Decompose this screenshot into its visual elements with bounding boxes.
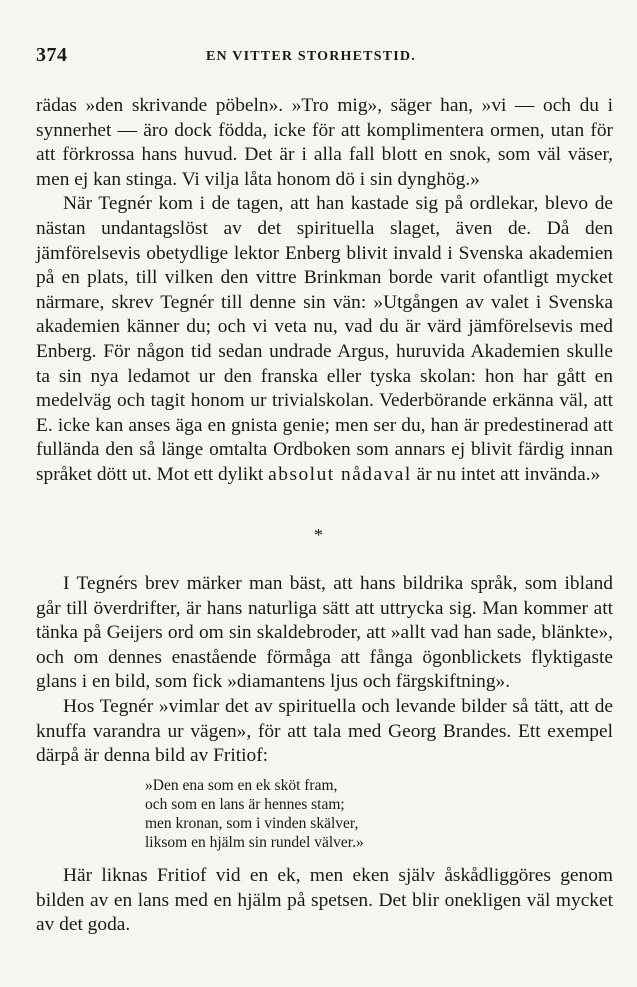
poem-line: och som en lans är hennes stam; [145, 796, 345, 813]
poem-line: men kronan, som i vinden skälver, [145, 815, 359, 832]
paragraph-text-end: är nu intet att invända.» [411, 463, 601, 485]
page-header [36, 44, 608, 68]
page-number: 374 [36, 44, 68, 66]
paragraph: I Tegnérs brev märker man bäst, att hans bildrika språk, som ibland går till överdrifter, är hans naturliga sätt att uttrycka sig. Man kommer att tänka på Geijers ord om sin skaldebroder, att »allt vad han sade, blänkte», och om dennes enastående förmåga att fånga ögonblickets flyktigaste glans i en bild, som fick »diamantens ljus och färgskiftning». [36, 573, 613, 693]
poem-line: »Den ena som en ek sköt fram, [145, 777, 338, 794]
paragraph: rädas »den skrivande pöbeln». »Tro mig», säger han, »vi — och du i synnerhet — äro dock födda, icke för att komplimentera ormen, utan för att förkrossa hans huvud. Det är i alla fall blott en snok, som väl väser, men ej kan stinga. Vi vilja låta honom dö i sin dynghög.» [36, 95, 613, 190]
paragraph [36, 192, 613, 487]
body-text-section-3 [36, 864, 613, 938]
section-separator: * [314, 525, 323, 545]
poem-line: liksom en hjälm sin rundel välver.» [145, 834, 364, 851]
paragraph: Här liknas Fritiof vid en ek, men eken själv åskådliggöres genom bilden av en lans med en hjälm på spetsen. Det blir onekligen väl mycket av det goda. [36, 865, 613, 936]
body-text-section-2 [36, 572, 613, 769]
paragraph: Hos Tegnér »vimlar det av spirituella och levande bilder så tätt, att de knuffa varandra ur vägen», för att tala med Georg Brandes. Ett exempel därpå är denna bild av Fritiof: [36, 695, 613, 767]
paragraph-text: När Tegnér kom i de tagen, att han kastade sig på ordlekar, blevo de nästan undantagslöst av det spirituella slaget, även de. Då den jämförelsevis obetydlige lektor Enberg blivit invald i Svenska akademien på en plats, till vilken den vittre Brinkman borde varit ofantligt mycket närmare, skrev Tegnér till denne sin vän: »Utgången av valet i Svenska akademien känner du; och vi veta nu, vad du är värd jämförelsevis med Enberg. För någon tid sedan undrade Argus, huruvida Akademien skulle ta sin nya ledamot ur den franska eller tyska skolan: hon har gått en medelväg och tagit honom ur trivialskolan. Vederbörande erkänna väl, att E. icke kan anses äga en gnista genie; men ser du, han är predestinerad att fulländа den så länge omtalta Ordboken som annars ej blivit färdig innan språket dött ut. Mot ett dylikt [36, 193, 613, 485]
running-head: EN VITTER STORHETSTID. [206, 49, 416, 64]
poem-quote [145, 776, 364, 852]
body-text-section-1 [36, 94, 613, 488]
spaced-emphasis: absolut nådaval [268, 463, 412, 485]
